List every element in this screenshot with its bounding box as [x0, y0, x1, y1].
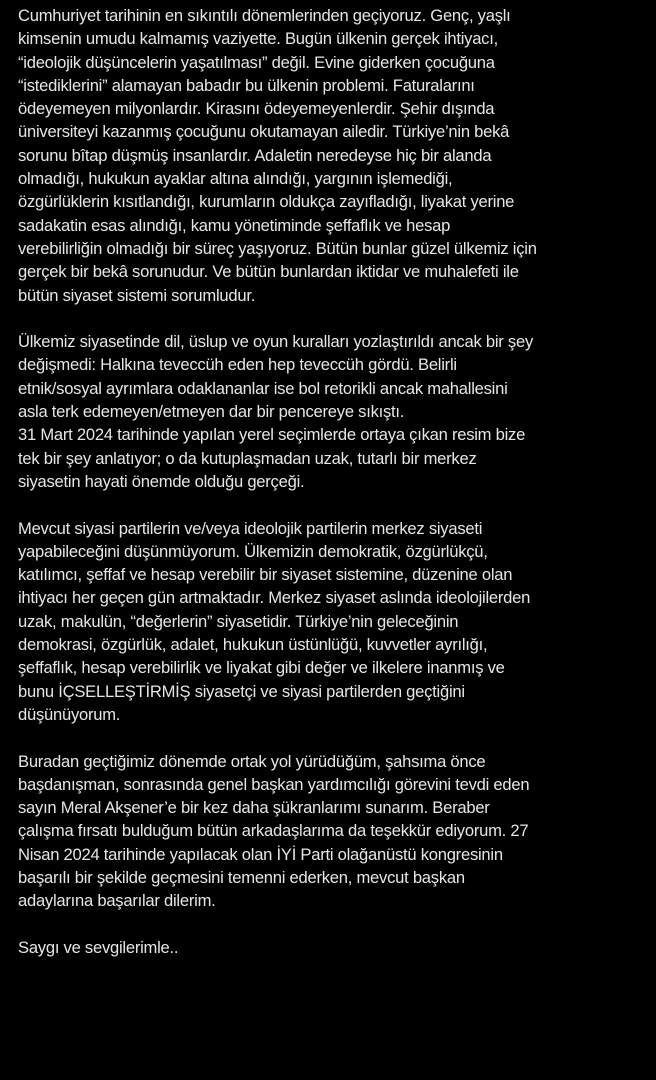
paragraph-economic-crisis: Cumhuriyet tarihinin en sıkıntılı dönemlerinden geçiyoruz. Genç, yaşlı kimsenin umudu kalmamış vaziyette. Bugün ülkenin gerçek ihtiyacı, “ideolojik düşüncelerin yaşatılması” değil. Evine giderken çocuğuna “istediklerini” alamayan babadır bu ülkenin problemi. Faturalarını ödeyemeyen milyonlardır. Kirasını ödeyemeyenlerdir. Şehir dışında üniversiteyi kazanmış çocuğunu okutamayan ailedir. Türkiye’nin bekâ sorunu bîtap düşmüş insanlardır. Adaletin neredeyse hiç bir alanda olmadığı, hukukun ayaklar altına alındığı, yargının işlemediği, özgürlüklerin kısıtlandığı, kurumların oldukça zayıfladığı, liyakat yerine sadakatin esas alındığı, kamu yönetiminde şeffaflık ve hesap verebilirliğin olmadığı bir süreç yaşıyoruz. Bütün bunlar güzel ülkemiz için gerçek bir bekâ sorunudur. Ve bütün bunlardan iktidar ve muhalefeti ile bütün siyaset sistemi sorumludur. — [18, 6, 537, 305]
paragraph-gap — [18, 726, 648, 749]
paragraph-gap — [18, 307, 648, 330]
closing-line: Saygı ve sevgilerimle.. — [18, 937, 179, 957]
statement-text — [18, 0, 648, 959]
paragraph-gap — [18, 913, 648, 936]
paragraph-political-language: Ülkemiz siyasetinde dil, üslup ve oyun kuralları yozlaştırıldı ancak bir şey değişmedi: Halkına teveccüh eden hep teveccüh gördü. Belirli etnik/sosyal ayrımlara odaklananlar ise bol retorikli ancak mahallesini asla terk edemeyen/etmeyen dar bir pencereye sıkıştı. 31 Mart 2024 tarihinde yapılan yerel seçimlerde ortaya çıkan resim bize tek bir şey anlatıyor; o da kutuplaşmadan uzak, tutarlı bir merkez siyasetin hayati önemde olduğu gerçeği. — [18, 332, 533, 491]
paragraph-gap — [18, 493, 648, 516]
paragraph-thanks: Buradan geçtiğimiz dönemde ortak yol yürüdüğüm, şahsıma önce başdanışman, sonrasında genel başkan yardımcılığı görevini tevdi eden sayın Meral Akşener’e bir kez daha şükranlarımı sunarım. Beraber çalışma fırsatı bulduğum bütün arkadaşlarıma da teşekkür ediyorum. 27 Nisan 2024 tarihinde yapılacak olan İYİ Parti olağanüstü kongresinin başarılı bir şekilde geçmesini temenni ederken, mevcut başkan adaylarına başarılar dilerim. — [18, 751, 530, 911]
paragraph-center-politics: Mevcut siyasi partilerin ve/veya ideolojik partilerin merkez siyaseti yapabileceğini düşünmüyorum. Ülkemizin demokratik, özgürlükçü, katılımcı, şeffaf ve hesap verebilir bir siyaset sistemine, düzenine olan ihtiyacı her geçen gün artmaktadır. Merkez siyaset aslında ideolojilerden uzak, makulün, “değerlerin” siyasetidir. Türkiye’nin geleceğinin demokrasi, özgürlük, adalet, hukukun üstünlüğü, kuvvetler ayrılığı, şeffaflık, hesap verebilirlik ve liyakat gibi değer ve ilkelere inanmış ve bunu İÇSELLEŞTİRMİŞ siyasetçi ve siyasi partilerden geçtiğini düşünüyorum. — [18, 518, 531, 724]
